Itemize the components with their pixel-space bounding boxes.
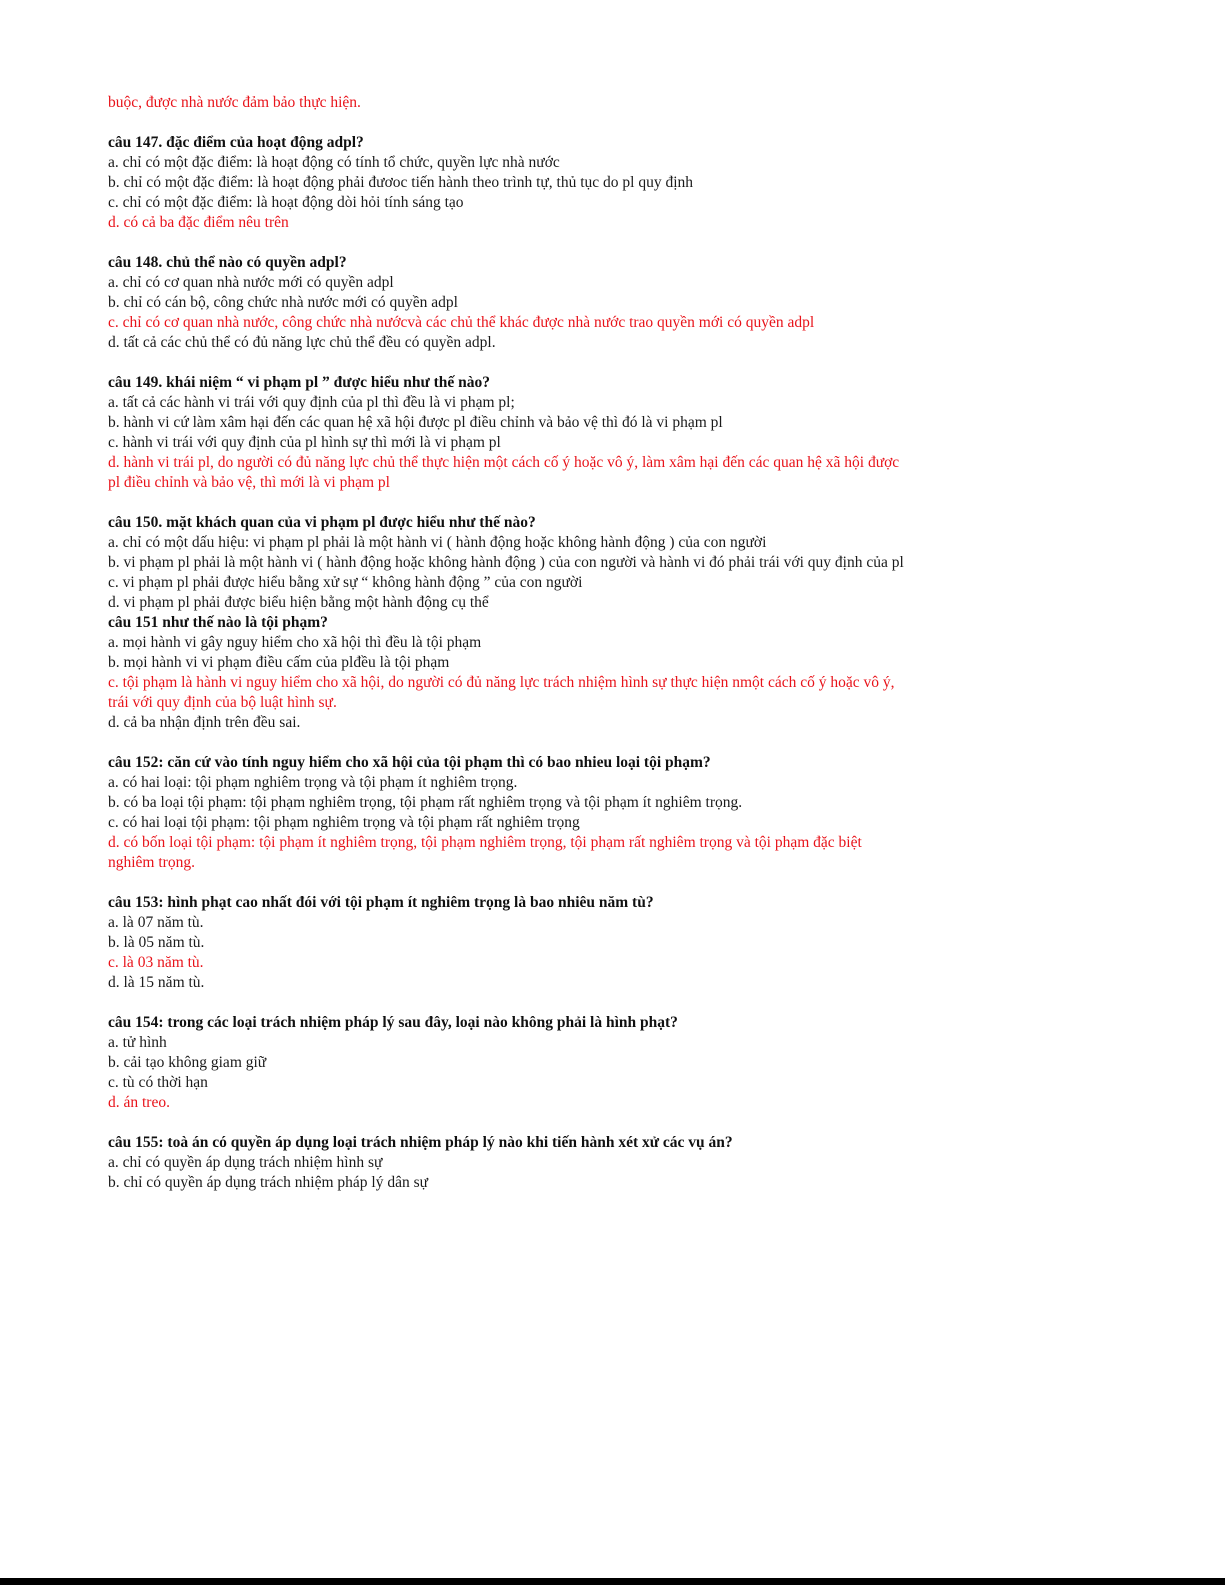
option-148-b: b. chỉ có cán bộ, công chức nhà nước mới có quyền adpl xyxy=(108,294,458,311)
option-153-b: b. là 05 năm tù. xyxy=(108,934,205,951)
option-149-a: a. tất cả các hành vi trái với quy định của pl thì đều là vi phạm pl; xyxy=(108,394,515,411)
option-148-d: d. tất cả các chủ thể có đủ năng lực chủ thể đều có quyền adpl. xyxy=(108,334,496,351)
option-148-a: a. chỉ có cơ quan nhà nước mới có quyền adpl xyxy=(108,274,394,291)
option-150-a: a. chỉ có một dấu hiệu: vi phạm pl phải là một hành vi ( hành động hoặc không hành động ) của con người xyxy=(108,534,767,551)
question-149: câu 149. khái niệm “ vi phạm pl ” được hiểu như thế nào? xyxy=(108,374,491,391)
option-154-c: c. tù có thời hạn xyxy=(108,1074,208,1091)
question-147: câu 147. đặc điểm của hoạt động adpl? xyxy=(108,134,364,151)
lead-line: buộc, được nhà nước đảm bảo thực hiện. xyxy=(108,94,361,111)
option-147-d-answer: d. có cả ba đặc điểm nêu trên xyxy=(108,214,289,231)
option-152-a: a. có hai loại: tội phạm nghiêm trọng và tội phạm ít nghiêm trọng. xyxy=(108,774,518,791)
option-149-d-answer: d. hành vi trái pl, do người có đủ năng lực chủ thể thực hiện một cách cố ý hoặc vô ý, làm xâm hại đến các quan hệ xã hội được pl điều chỉnh và bảo vệ, thì mới là vi phạm pl xyxy=(108,454,900,491)
option-152-d-answer: d. có bốn loại tội phạm: tội phạm ít nghiêm trọng, tội phạm nghiêm trọng, tội phạm rất nghiêm trọng và tội phạm đặc biệt nghiêm trọng. xyxy=(108,834,862,871)
option-154-d-answer: d. án treo. xyxy=(108,1094,170,1111)
option-147-c: c. chỉ có một đặc điểm: là hoạt động dòi hỏi tính sáng tạo xyxy=(108,194,464,211)
option-154-a: a. tử hình xyxy=(108,1034,167,1051)
question-153: câu 153: hình phạt cao nhất đói với tội phạm ít nghiêm trọng là bao nhiêu năm tù? xyxy=(108,894,654,911)
option-152-b: b. có ba loại tội phạm: tội phạm nghiêm trọng, tội phạm rất nghiêm trọng và tội phạm ít nghiêm trọng. xyxy=(108,794,743,811)
option-153-d: d. là 15 năm tù. xyxy=(108,974,205,991)
option-155-a: a. chỉ có quyền áp dụng trách nhiệm hình sự xyxy=(108,1154,383,1171)
option-147-b: b. chỉ có một đặc điểm: là hoạt động phải đươoc tiến hành theo trình tự, thủ tục do pl quy định xyxy=(108,174,694,191)
question-154: câu 154: trong các loại trách nhiệm pháp lý sau đây, loại nào không phải là hình phạt? xyxy=(108,1014,678,1031)
question-150: câu 150. mặt khách quan của vi phạm pl được hiểu như thế nào? xyxy=(108,514,536,531)
option-151-d: d. cả ba nhận định trên đều sai. xyxy=(108,714,301,731)
option-150-c: c. vi phạm pl phải được hiểu bằng xử sự “ không hành động ” của con người xyxy=(108,574,583,591)
option-149-b: b. hành vi cứ làm xâm hại đến các quan hệ xã hội được pl điều chỉnh và bảo vệ thì đó là vi phạm pl xyxy=(108,414,723,431)
option-151-b: b. mọi hành vi vi phạm điều cấm của plđều là tội phạm xyxy=(108,654,450,671)
option-153-a: a. là 07 năm tù. xyxy=(108,914,204,931)
option-148-c-answer: c. chỉ có cơ quan nhà nước, công chức nhà nướcvà các chủ thể khác được nhà nước trao quyền mới có quyền adpl xyxy=(108,314,815,331)
page-bottom-border xyxy=(0,1578,1225,1585)
document-page xyxy=(108,93,908,1193)
option-150-d: d. vi phạm pl phải được biểu hiện bằng một hành động cụ thể xyxy=(108,594,489,611)
option-151-c-answer: c. tội phạm là hành vi nguy hiểm cho xã hội, do người có đủ năng lực trách nhiệm hình sự thực hiện nmột cách cố ý hoặc vô ý, trái với quy định của bộ luật hình sự. xyxy=(108,674,895,711)
question-148: câu 148. chủ thể nào có quyền adpl? xyxy=(108,254,347,271)
question-155: câu 155: toà án có quyền áp dụng loại trách nhiệm pháp lý nào khi tiến hành xét xử các vụ án? xyxy=(108,1134,733,1151)
question-151: câu 151 như thế nào là tội phạm? xyxy=(108,614,328,631)
option-151-a: a. mọi hành vi gây nguy hiểm cho xã hội thì đều là tội phạm xyxy=(108,634,482,651)
option-153-c-answer: c. là 03 năm tù. xyxy=(108,954,204,971)
question-152: câu 152: căn cứ vào tính nguy hiểm cho xã hội của tội phạm thì có bao nhieu loại tội phạm? xyxy=(108,754,711,771)
option-149-c: c. hành vi trái với quy định của pl hình sự thì mới là vi phạm pl xyxy=(108,434,501,451)
option-155-b: b. chỉ có quyền áp dụng trách nhiệm pháp lý dân sự xyxy=(108,1174,429,1191)
option-154-b: b. cải tạo không giam giữ xyxy=(108,1054,267,1071)
option-150-b: b. vi phạm pl phải là một hành vi ( hành động hoặc không hành động ) của con người và hành vi đó phải trái với quy định của pl xyxy=(108,554,904,571)
option-152-c: c. có hai loại tội phạm: tội phạm nghiêm trọng và tội phạm rất nghiêm trọng xyxy=(108,814,580,831)
option-147-a: a. chỉ có một đặc điểm: là hoạt động có tính tổ chức, quyền lực nhà nước xyxy=(108,154,560,171)
